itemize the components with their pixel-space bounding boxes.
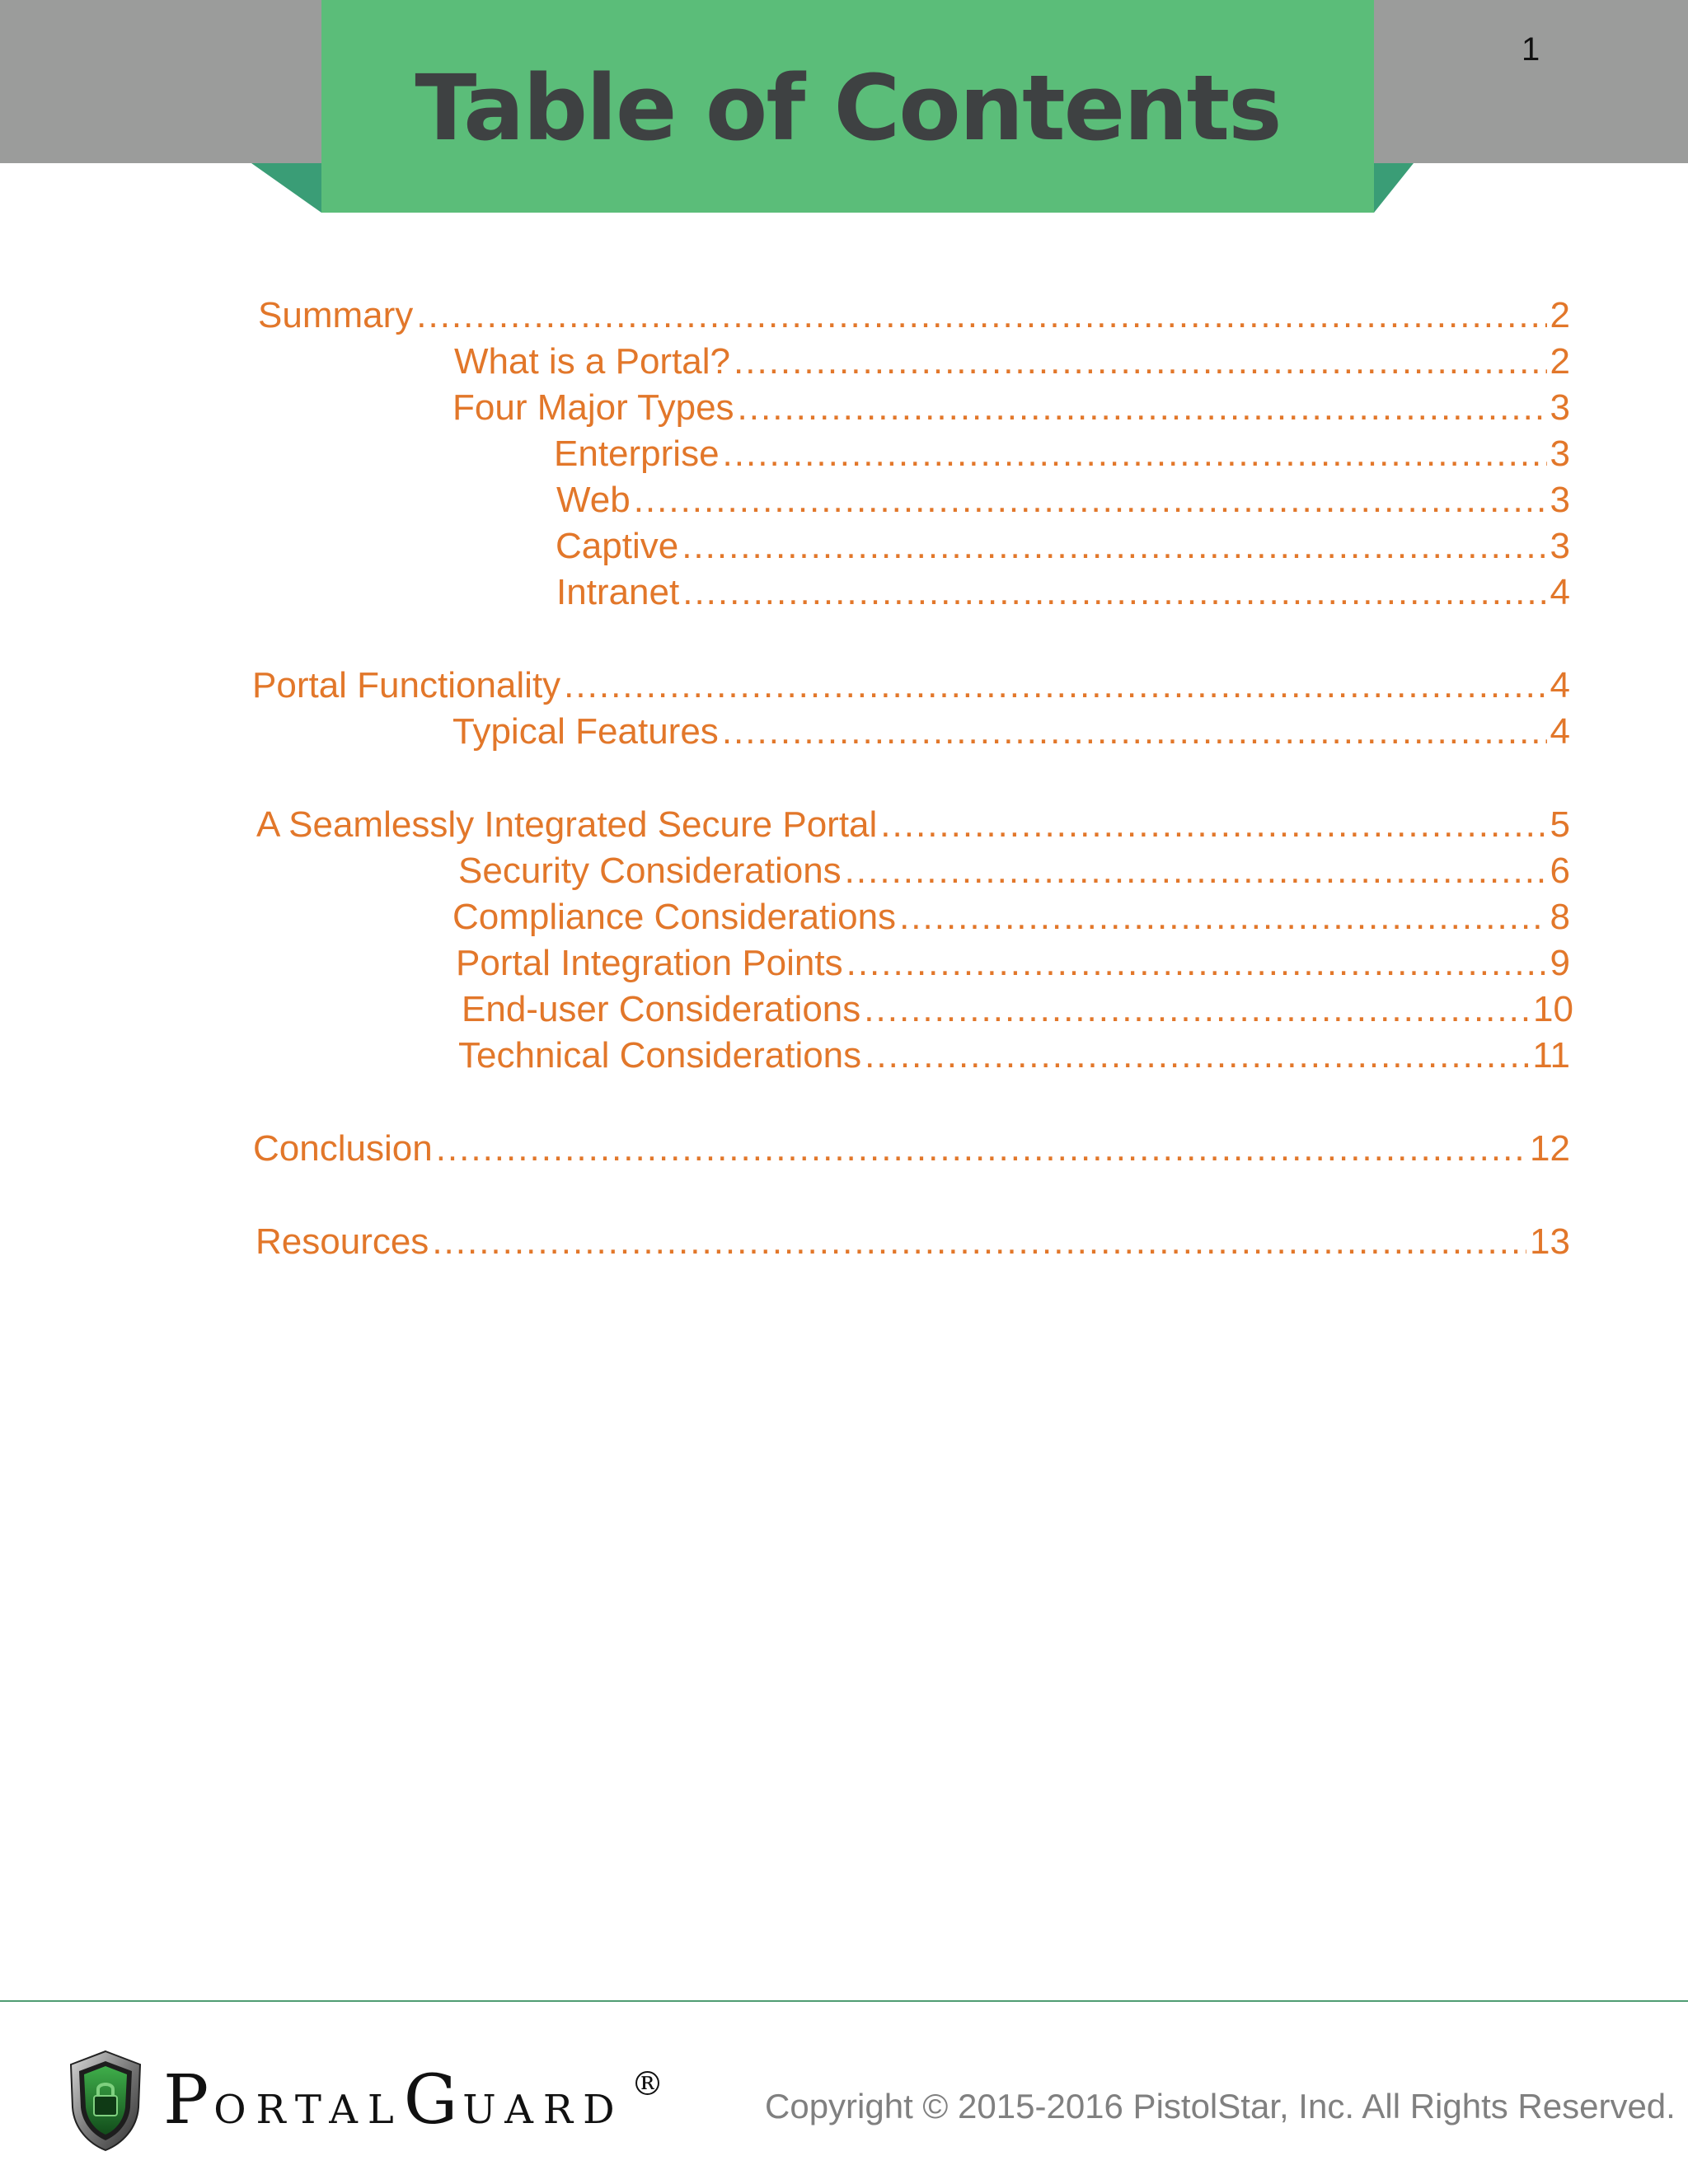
toc-page: 13	[1530, 1221, 1570, 1262]
toc-entry-enterprise[interactable]	[554, 434, 1570, 480]
toc-page: 3	[1550, 526, 1570, 566]
portalguard-logo	[163, 2061, 664, 2139]
toc-label: A Seamlessly Integrated Secure Portal	[256, 804, 878, 845]
toc-label: Portal Integration Points	[456, 943, 843, 983]
toc-page: 4	[1550, 572, 1570, 612]
toc-leader	[634, 480, 1547, 521]
toc-page: 4	[1550, 665, 1570, 705]
toc-leader	[723, 434, 1547, 475]
toc-label: Typical Features	[452, 711, 719, 752]
toc-leader	[436, 1128, 1526, 1169]
toc-page: 6	[1550, 851, 1570, 891]
toc-entry-portal-functionality[interactable]	[252, 665, 1570, 711]
toc-leader	[564, 665, 1546, 706]
toc-leader	[865, 1035, 1529, 1076]
toc-leader	[738, 387, 1547, 429]
toc-label: Web	[556, 480, 631, 520]
toc-entry-security-considerations[interactable]	[458, 851, 1570, 897]
toc-entry-captive[interactable]	[556, 526, 1570, 572]
toc-leader	[880, 804, 1546, 846]
brand-letter-p: P	[163, 2061, 214, 2139]
toc-label: Summary	[258, 295, 414, 335]
toc-page: 11	[1532, 1035, 1570, 1076]
toc-page: 3	[1550, 434, 1570, 474]
toc-page: 3	[1550, 480, 1570, 520]
toc-entry-summary[interactable]	[258, 295, 1570, 341]
toc-leader	[416, 295, 1546, 336]
toc-label: Four Major Types	[452, 387, 734, 428]
page-number: 1	[1522, 31, 1540, 68]
toc-entry-what-is-a-portal[interactable]	[454, 341, 1570, 387]
registered-mark: ®	[631, 2065, 664, 2103]
toc-page: 10	[1533, 989, 1573, 1029]
toc-leader	[845, 851, 1547, 892]
toc-label: Technical Considerations	[458, 1035, 862, 1076]
toc-entry-secure-portal[interactable]	[256, 804, 1570, 851]
toc-entry-technical-considerations[interactable]	[458, 1035, 1570, 1081]
toc-page: 8	[1550, 897, 1570, 937]
toc-entry-compliance-considerations[interactable]	[452, 897, 1570, 943]
toc-leader	[682, 572, 1546, 613]
toc-entry-web[interactable]	[556, 480, 1570, 526]
toc-label: Resources	[256, 1221, 429, 1262]
brand-ortal: ORTAL	[213, 2087, 404, 2133]
brand-letter-g: G	[403, 2061, 463, 2139]
copyright-notice: Copyright © 2015-2016 PistolStar, Inc. All Rights Reserved.	[765, 2087, 1676, 2125]
toc-entry-intranet[interactable]	[556, 572, 1570, 618]
toc-page: 2	[1550, 341, 1570, 382]
toc-leader	[864, 989, 1530, 1030]
toc-label: Intranet	[556, 572, 680, 612]
shield-lock-icon	[66, 2048, 145, 2154]
toc-leader	[899, 897, 1546, 938]
toc-label: Conclusion	[253, 1128, 433, 1169]
toc-page: 2	[1550, 295, 1570, 335]
banner-fold-right	[1374, 163, 1414, 213]
toc-leader	[846, 943, 1547, 984]
footer-divider	[0, 2000, 1688, 2002]
toc-entry-four-major-types[interactable]	[452, 387, 1570, 434]
toc-entry-end-user-considerations[interactable]	[462, 989, 1573, 1035]
toc-label: Captive	[556, 526, 679, 566]
toc-entry-typical-features[interactable]	[452, 711, 1570, 757]
toc-label: What is a Portal?	[454, 341, 731, 382]
toc-page: 5	[1550, 804, 1570, 845]
toc-entry-conclusion[interactable]	[253, 1128, 1570, 1174]
toc-page: 4	[1550, 711, 1570, 752]
toc-label: End-user Considerations	[462, 989, 861, 1029]
toc-entry-resources[interactable]	[256, 1221, 1570, 1268]
toc-entry-portal-integration-points[interactable]	[456, 943, 1570, 989]
toc-label: Security Considerations	[458, 851, 842, 891]
page-title: Table of Contents	[415, 55, 1281, 161]
toc-page: 9	[1550, 943, 1570, 983]
toc-page: 3	[1550, 387, 1570, 428]
toc-label: Portal Functionality	[252, 665, 561, 705]
toc-leader	[722, 711, 1547, 752]
toc-leader	[432, 1221, 1526, 1263]
toc-label: Enterprise	[554, 434, 720, 474]
toc-page: 12	[1530, 1128, 1570, 1169]
banner-fold-left	[251, 163, 321, 213]
title-banner	[321, 0, 1374, 213]
toc-label: Compliance Considerations	[452, 897, 897, 937]
toc-leader	[682, 526, 1546, 567]
toc-leader	[734, 341, 1546, 382]
brand-uard: UARD	[462, 2087, 625, 2133]
